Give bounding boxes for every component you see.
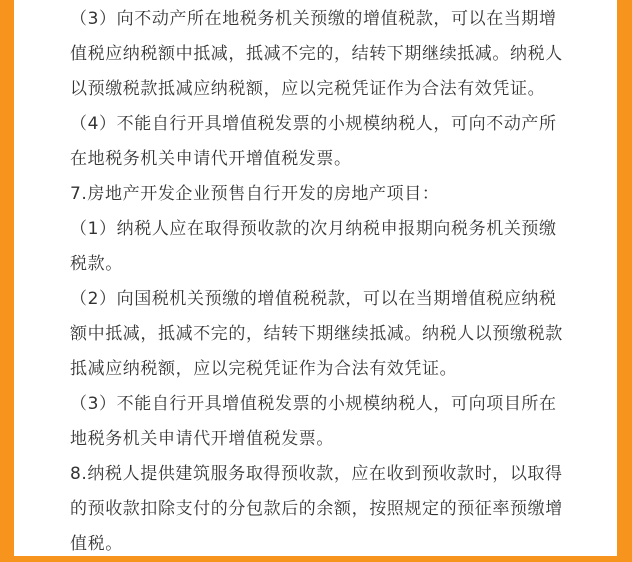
paragraph-item-4-small-taxpayer-invoice: （4）不能自行开具增值税发票的小规模纳税人，可向不动产所在地税务机关申请代开增值税发票。 xyxy=(70,114,557,169)
paragraph-item-3-project-invoice: （3）不能自行开具增值税发票的小规模纳税人，可向项目所在地税务机关申请代开增值税发票。 xyxy=(70,394,557,449)
paragraph-item-1-prepay-next-month: （1）纳税人应在取得预收款的次月纳税申报期向税务机关预缴税款。 xyxy=(70,219,557,274)
section-heading-7-real-estate-presale: 7.房地产开发企业预售自行开发的房地产项目： xyxy=(70,184,440,204)
paragraph-item-3-prepaid-tax-deduction: （3）向不动产所在地税务机关预缴的增值税款，可以在当期增值税应纳税额中抵减，抵减不完的，结转下期继续抵减。纳税人以预缴税款抵减应纳税额，应以完税凭证作为合法有效凭证。 xyxy=(70,9,563,99)
paragraph-item-2-national-tax-deduction: （2）向国税机关预缴的增值税税款，可以在当期增值税应纳税额中抵减，抵减不完的，结转下期继续抵减。纳税人以预缴税款抵减应纳税额，应以完税凭证作为合法有效凭证。 xyxy=(70,289,563,379)
section-heading-8-construction-prepayment: 8.纳税人提供建筑服务取得预收款，应在收到预收款时，以取得的预收款扣除支付的分包款后的余额，按照规定的预征率预缴增值税。 xyxy=(70,464,563,554)
document-page xyxy=(14,0,617,556)
